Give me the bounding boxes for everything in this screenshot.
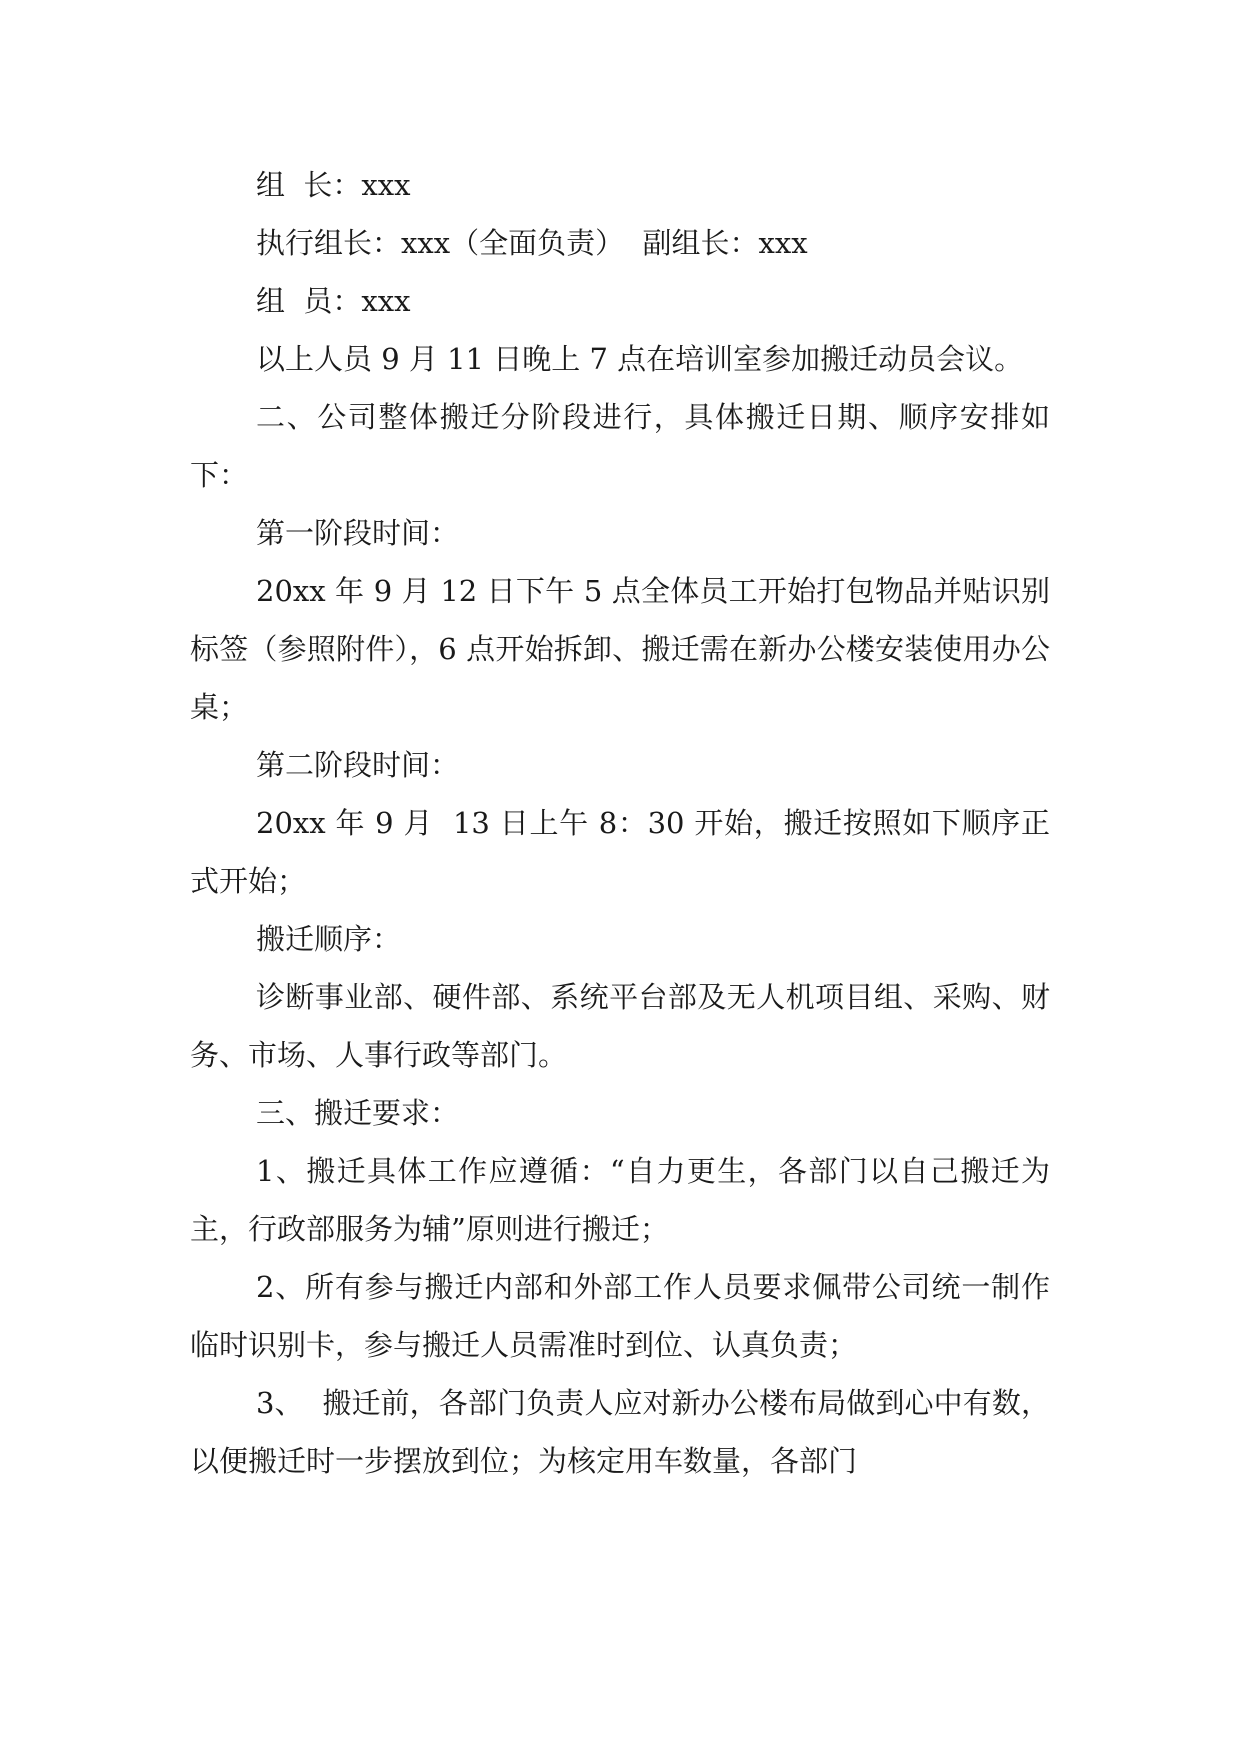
paragraph-order-detail: 诊断事业部、硬件部、系统平台部及无人机项目组、采购、财务、市场、人事行政等部门。 bbox=[190, 980, 1050, 1072]
paragraph-phase-one-detail: 20xx 年 9 月 12 日下午 5 点全体员工开始打包物品并贴识别标签（参照附件），6 点开始拆卸、搬迁需在新办公楼安装使用办公桌； bbox=[190, 574, 1050, 724]
paragraph-order-label: 搬迁顺序： bbox=[256, 922, 402, 956]
paragraph-phase-two-detail: 20xx 年 9 月 13 日上午 8：30 开始，搬迁按照如下顺序正式开始； bbox=[190, 806, 1050, 898]
paragraph-executive-leader: 执行组长：xxx（全面负责） 副组长：xxx bbox=[256, 226, 808, 260]
paragraph-meeting-notice: 以上人员 9 月 11 日晚上 7 点在培训室参加搬迁动员会议。 bbox=[256, 342, 1024, 376]
paragraph-section-three-heading: 三、搬迁要求： bbox=[256, 1096, 460, 1130]
paragraph-section-two-heading: 二、公司整体搬迁分阶段进行，具体搬迁日期、顺序安排如下： bbox=[190, 400, 1050, 492]
paragraph-requirement-1: 1、搬迁具体工作应遵循：“自力更生，各部门以自己搬迁为主，行政部服务为辅”原则进行搬迁； bbox=[190, 1154, 1050, 1246]
paragraph-requirement-2: 2、所有参与搬迁内部和外部工作人员要求佩带公司统一制作临时识别卡，参与搬迁人员需准时到位、认真负责； bbox=[190, 1270, 1050, 1362]
paragraph-team-leader: 组 长：xxx bbox=[256, 168, 411, 202]
paragraph-requirement-3: 3、 搬迁前，各部门负责人应对新办公楼布局做到心中有数，以便搬迁时一步摆放到位；为核定用车数量，各部门 bbox=[190, 1386, 1050, 1478]
paragraph-phase-two-label: 第二阶段时间： bbox=[256, 748, 460, 782]
paragraph-team-members: 组 员：xxx bbox=[256, 284, 411, 318]
paragraph-phase-one-label: 第一阶段时间： bbox=[256, 516, 460, 550]
document-body bbox=[190, 156, 1050, 1490]
